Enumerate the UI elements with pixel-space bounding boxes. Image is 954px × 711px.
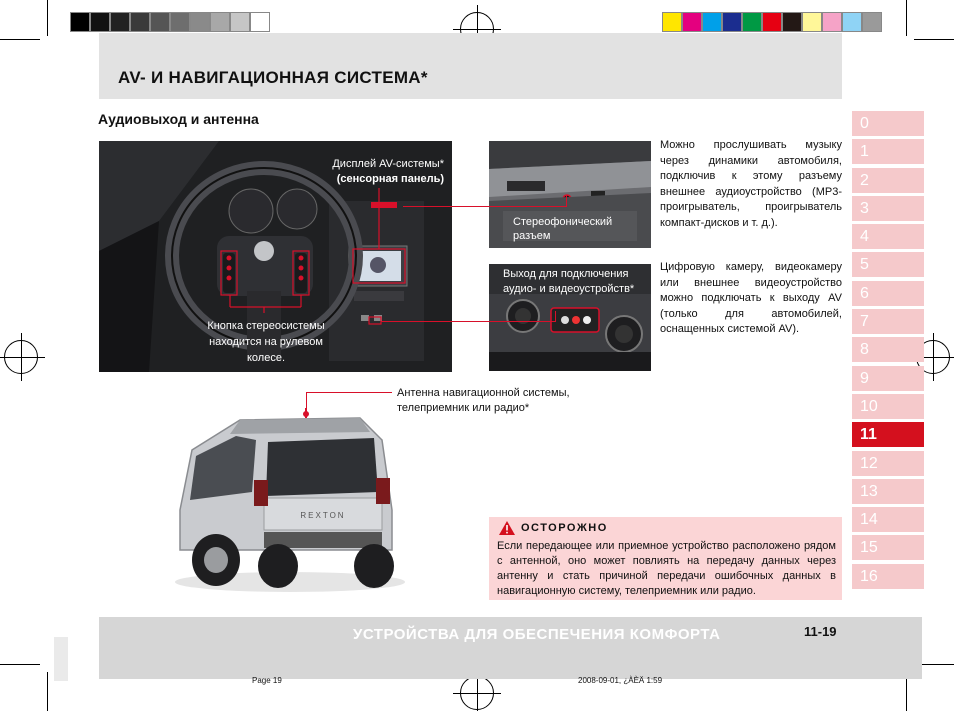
crop-mark xyxy=(914,39,954,40)
chapter-tab-5[interactable]: 5 xyxy=(852,252,924,277)
chapter-tab-2[interactable]: 2 xyxy=(852,168,924,193)
calibration-swatch xyxy=(70,12,90,32)
av-display-label-line2: (сенсорная панель) xyxy=(336,173,444,185)
calibration-swatch xyxy=(762,12,782,32)
rexton-badge: REXTON xyxy=(300,511,346,520)
antenna-label-line1: Антенна навигационной системы, xyxy=(397,387,570,399)
crop-mark xyxy=(906,0,907,36)
chapter-tab-11[interactable]: 11 xyxy=(852,422,924,447)
registration-mark-bottom xyxy=(460,676,494,710)
calibration-swatch xyxy=(230,12,250,32)
av-output-label-line1: Выход для подключения xyxy=(503,268,629,280)
caution-box xyxy=(489,517,842,600)
music-paragraph: Можно прослушивать музыку через динамики автомобиля, подключив к этому разъему внешнее аудиоустройство (MP3-проигрыватель, проигрыватель компакт-дисков и т. д.). xyxy=(660,139,842,229)
av-output-label-line2: аудио- и видеоустройств* xyxy=(503,283,635,295)
calibration-swatch xyxy=(682,12,702,32)
grayscale-calibration-strip xyxy=(70,12,270,32)
calibration-swatch xyxy=(722,12,742,32)
calibration-swatch xyxy=(110,12,130,32)
calibration-swatch xyxy=(170,12,190,32)
crop-mark xyxy=(0,664,40,665)
stereo-jack-photo xyxy=(489,141,651,248)
caution-text: Если передающее или приемное устройство расположено рядом с антенной, оно может повлиять на передачу данных через антенну и стать причиной передачи ошибочных данных в навигационную систему, телеприемник или радио. xyxy=(497,540,836,597)
chapter-tab-1[interactable]: 1 xyxy=(852,139,924,164)
chapter-tab-3[interactable]: 3 xyxy=(852,196,924,221)
chapter-tab-14[interactable]: 14 xyxy=(852,507,924,532)
calibration-swatch xyxy=(250,12,270,32)
antenna-label-line2: телеприемник или радио* xyxy=(397,402,530,414)
av-display-label xyxy=(332,157,444,187)
callout-line-avout xyxy=(381,321,556,322)
print-page-label: Page 19 xyxy=(252,676,282,685)
calibration-swatch xyxy=(802,12,822,32)
calibration-swatch xyxy=(210,12,230,32)
section-heading: Аудиовыход и антенна xyxy=(98,111,259,127)
print-date-label: 2008-09-01, ¿ÀÈÄ 1:59 xyxy=(578,676,663,685)
calibration-swatch xyxy=(150,12,170,32)
left-margin-block xyxy=(54,637,68,681)
calibration-swatch xyxy=(842,12,862,32)
av-output-photo xyxy=(489,264,651,371)
chapter-tab-10[interactable]: 10 xyxy=(852,394,924,419)
chapter-tab-13[interactable]: 13 xyxy=(852,479,924,504)
callout-line-stereo-drop xyxy=(566,195,567,207)
crop-mark xyxy=(0,39,40,40)
chapter-tab-6[interactable]: 6 xyxy=(852,281,924,306)
callout-line-antenna xyxy=(306,392,392,393)
calibration-swatch xyxy=(742,12,762,32)
callout-line-stereo xyxy=(403,206,566,207)
chapter-tab-0[interactable]: 0 xyxy=(852,111,924,136)
color-calibration-strip xyxy=(662,12,882,32)
registration-mark-left xyxy=(4,340,38,374)
av-output-label xyxy=(503,267,634,297)
chapter-tab-4[interactable]: 4 xyxy=(852,224,924,249)
chapter-tab-9[interactable]: 9 xyxy=(852,366,924,391)
chapter-tab-16[interactable]: 16 xyxy=(852,564,924,589)
header-band xyxy=(99,33,842,99)
calibration-swatch xyxy=(90,12,110,32)
stereo-jack-label: Стереофонический разъем xyxy=(513,216,613,242)
chapter-tab-7[interactable]: 7 xyxy=(852,309,924,334)
cockpit-photo xyxy=(99,141,452,372)
calibration-swatch xyxy=(822,12,842,32)
calibration-swatch xyxy=(862,12,882,32)
calibration-swatch xyxy=(702,12,722,32)
av-display-label-line1: Дисплей AV-системы* xyxy=(332,158,444,170)
crop-mark xyxy=(47,0,48,36)
page-title: AV- И НАВИГАЦИОННАЯ СИСТЕМА* xyxy=(118,68,428,87)
chapter-tabs xyxy=(852,111,924,592)
footer-section-title: УСТРОЙСТВА ДЛЯ ОБЕСПЕЧЕНИЯ КОМФОРТА xyxy=(353,626,721,643)
suv-rear-illustration xyxy=(170,400,410,595)
camera-paragraph: Цифровую камеру, видеокамеру или внешнее видеоустройство можно подключать к выходу AV (только для автомобилей, оснащенных системой AV). xyxy=(660,261,842,335)
antenna-label xyxy=(397,386,570,416)
chapter-tab-8[interactable]: 8 xyxy=(852,337,924,362)
crop-mark xyxy=(47,672,48,711)
calibration-swatch xyxy=(130,12,150,32)
calibration-swatch xyxy=(782,12,802,32)
callout-line-avout-rise xyxy=(555,311,556,322)
caution-title: ОСТОРОЖНО xyxy=(521,522,608,534)
steering-buttons-label: Кнопка стереосистемы находится на рулевом колесе. xyxy=(207,320,325,364)
page-number: 11-19 xyxy=(804,624,837,639)
calibration-swatch xyxy=(662,12,682,32)
warning-triangle-icon xyxy=(499,521,515,535)
chapter-tab-12[interactable]: 12 xyxy=(852,451,924,476)
calibration-swatch xyxy=(190,12,210,32)
chapter-tab-15[interactable]: 15 xyxy=(852,535,924,560)
